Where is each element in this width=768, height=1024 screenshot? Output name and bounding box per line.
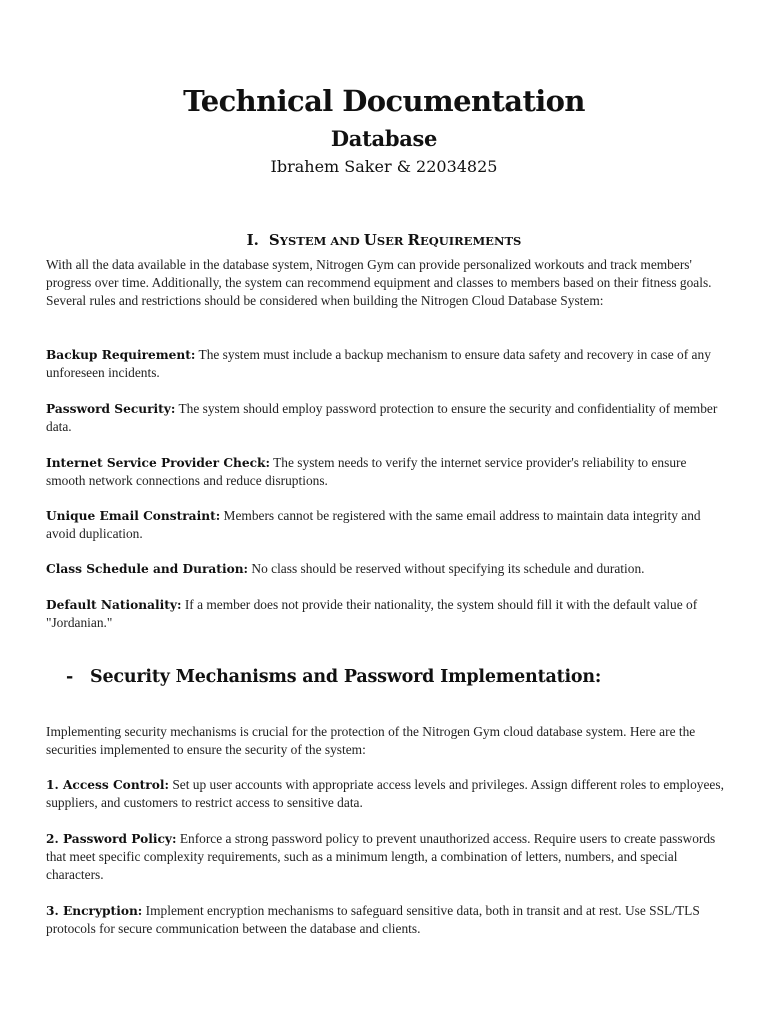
security-item bbox=[46, 776, 726, 812]
security-item bbox=[46, 902, 726, 938]
requirements-intro bbox=[46, 256, 726, 310]
requirement-label: Default Nationality: bbox=[46, 598, 182, 612]
security-item bbox=[46, 830, 726, 884]
heading-part: U bbox=[363, 231, 377, 249]
requirement-item bbox=[46, 560, 726, 578]
intro-text: With all the data available in the database system, Nitrogen Gym can provide personalized workouts and track members' progress over time. Additionally, the system can recommend equipment and classes to members based on their fitness goals. bbox=[46, 257, 712, 290]
requirement-text: The system needs to verify the internet service provider's reliability to ensure smooth network connections and reduce disruptions. bbox=[46, 455, 687, 488]
heading-part: YSTEM AND bbox=[279, 234, 364, 248]
heading-part: SER bbox=[376, 234, 408, 248]
requirement-item bbox=[46, 596, 726, 632]
requirement-text: The system should employ password protection to ensure the security and confidentiality of member data. bbox=[46, 401, 718, 434]
security-text: Enforce a strong password policy to prevent unauthorized access. Require users to create passwords that meet specific complexity requirements, such as a minimum length, a combination of letters, numbers, and special characters. bbox=[46, 831, 716, 882]
requirement-item bbox=[46, 454, 726, 490]
heading-part: R bbox=[407, 231, 420, 249]
document-title: Technical Documentation bbox=[183, 84, 585, 118]
requirement-text: The system must include a backup mechanism to ensure data safety and recovery in case of any unforeseen incidents. bbox=[46, 347, 711, 380]
requirement-item bbox=[46, 400, 726, 436]
requirement-label: Class Schedule and Duration: bbox=[46, 562, 249, 576]
security-text: Implement encryption mechanisms to safeguard sensitive data, both in transit and at rest. Use SSL/TLS protocols for secure communication between the database and clients. bbox=[46, 903, 700, 936]
document-subtitle: Database bbox=[330, 126, 438, 151]
rules-intro-text: Several rules and restrictions should be considered when building the Nitrogen Cloud Database System: bbox=[46, 293, 604, 308]
section-heading-requirements bbox=[0, 231, 768, 249]
security-intro: Implementing security mechanisms is crucial for the protection of the Nitrogen Gym cloud database system. Here are the securities implemented to ensure the security of the system: bbox=[46, 724, 696, 757]
document-author: Ibrahem Saker & 22034825 bbox=[270, 157, 498, 176]
requirement-text: If a member does not provide their nationality, the system should fill it with the default value of "Jordanian." bbox=[46, 597, 698, 630]
security-label: 2. Password Policy: bbox=[46, 832, 177, 846]
security-label: 1. Access Control: bbox=[46, 778, 169, 792]
heading-part: EQUIREMENTS bbox=[419, 234, 522, 248]
security-heading-text: Security Mechanisms and Password Implementation: bbox=[90, 667, 602, 687]
requirement-label: Unique Email Constraint: bbox=[46, 509, 221, 523]
requirement-label: Internet Service Provider Check: bbox=[46, 456, 271, 470]
security-text: Set up user accounts with appropriate access levels and privileges. Assign different roles to employees, suppliers, and customers to restrict access to sensitive data. bbox=[46, 777, 724, 810]
security-label: 3. Encryption: bbox=[46, 904, 143, 918]
heading-part: S bbox=[268, 231, 280, 249]
requirement-text: Members cannot be registered with the same email address to maintain data integrity and avoid duplication. bbox=[46, 508, 701, 541]
requirement-label: Password Security: bbox=[46, 402, 176, 416]
heading-dash: - bbox=[66, 667, 74, 687]
section-heading-security bbox=[66, 667, 601, 687]
requirement-item bbox=[46, 346, 726, 382]
requirement-text: No class should be reserved without specifying its schedule and duration. bbox=[248, 561, 645, 576]
requirement-label: Backup Requirement: bbox=[46, 348, 196, 362]
requirement-item bbox=[46, 507, 726, 543]
section-number: I. bbox=[246, 231, 259, 249]
